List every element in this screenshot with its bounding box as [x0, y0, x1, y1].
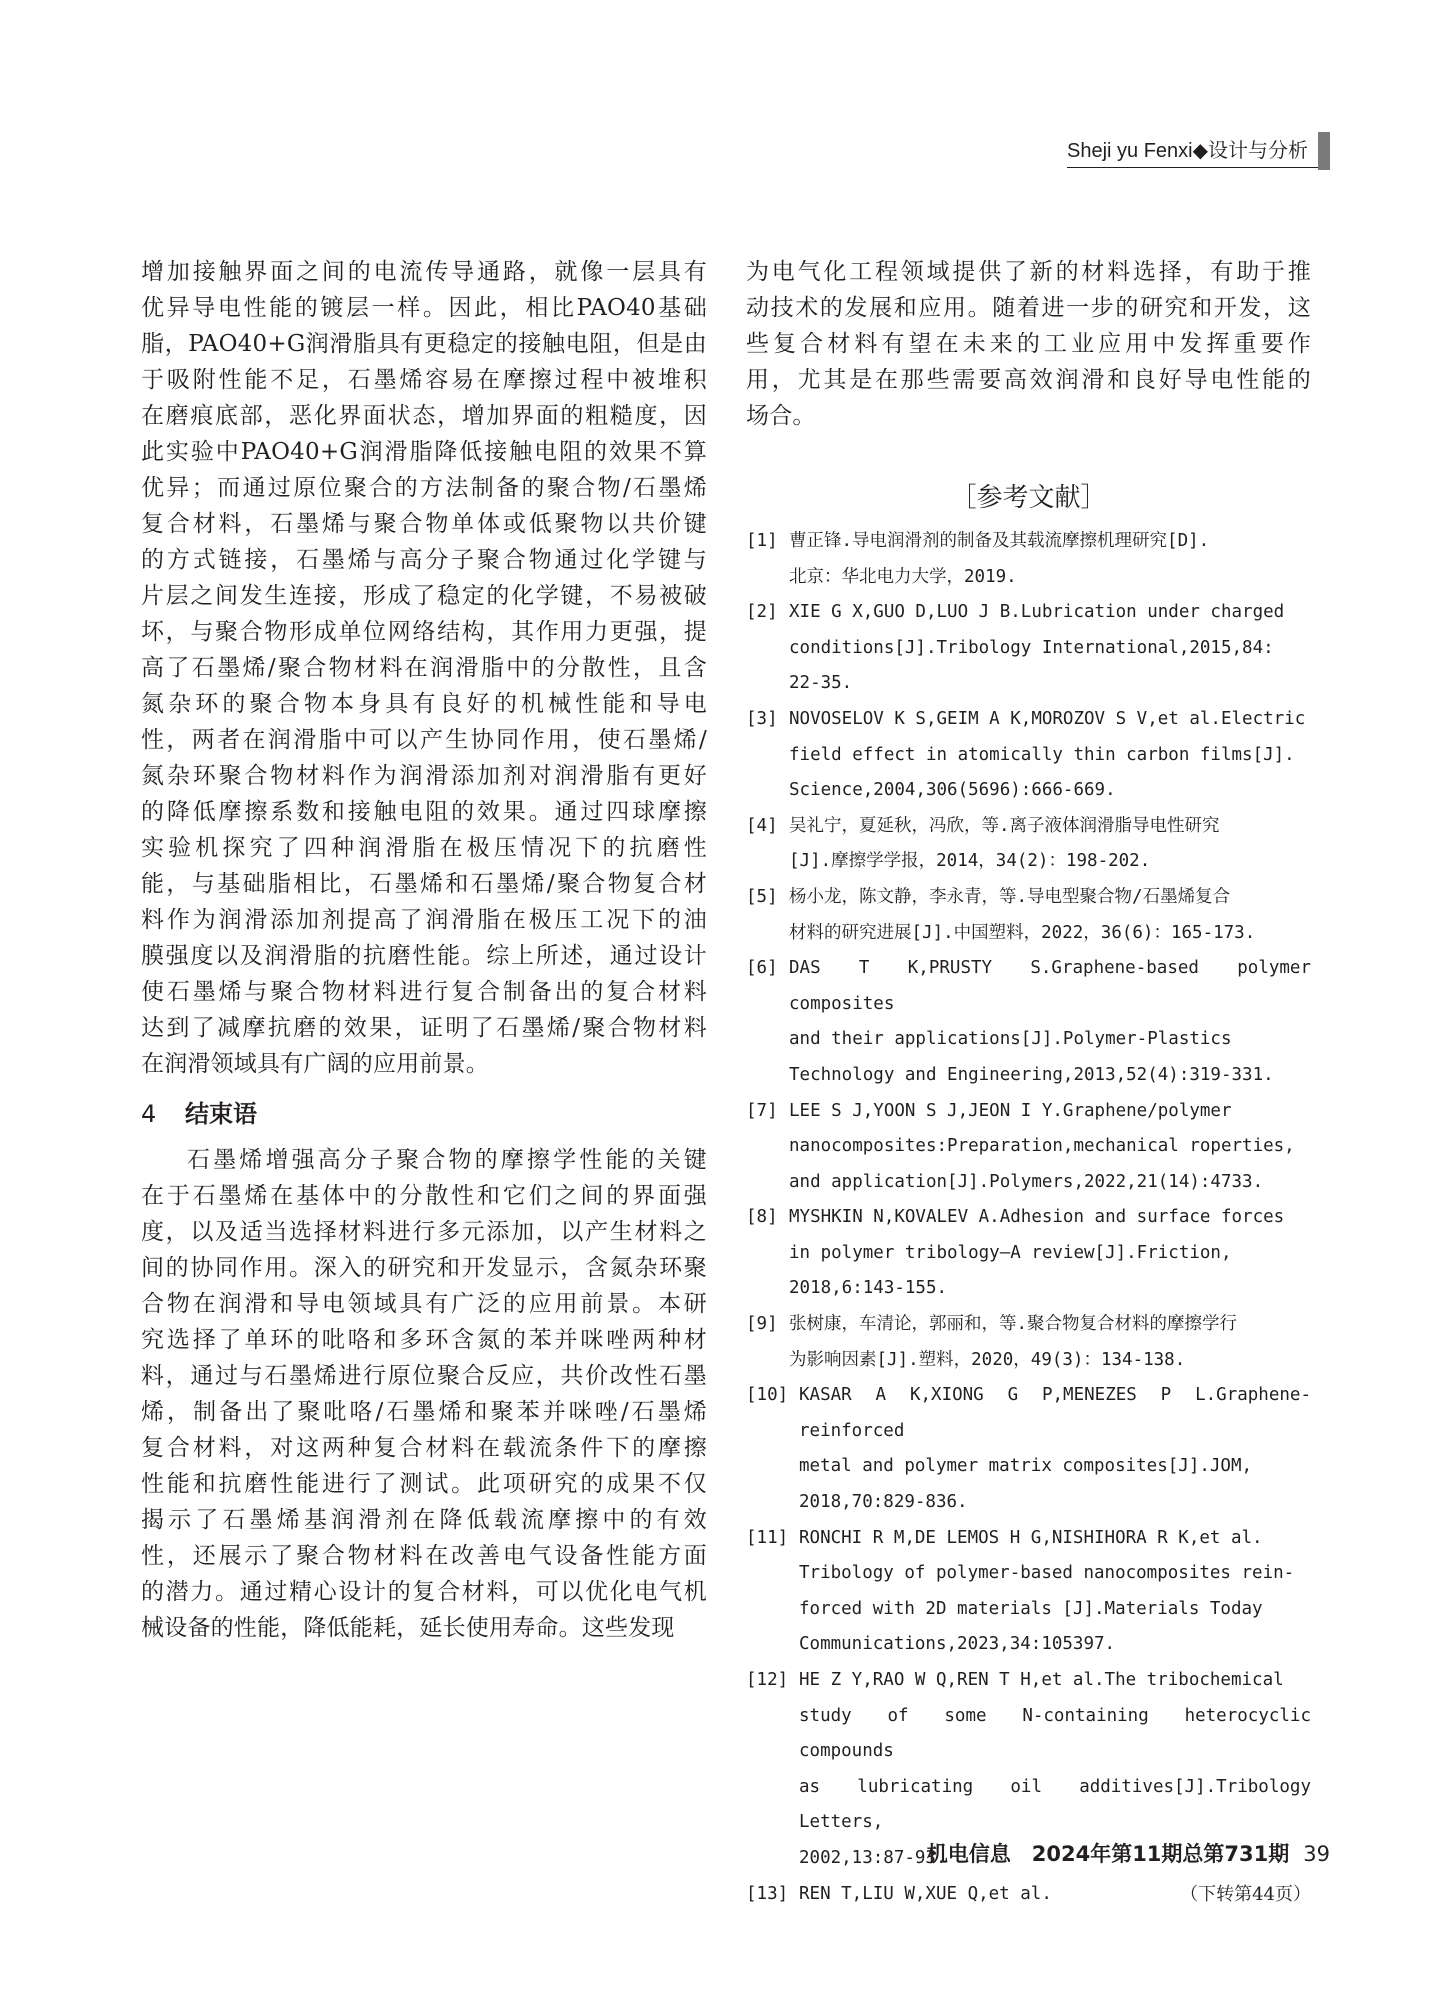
reference-line: 北京：华北电力大学，2019.	[789, 566, 1017, 587]
text-line: 合物在润滑和导电领域具有广泛的应用前景。本研	[141, 1291, 707, 1317]
reference-line: MYSHKIN N,KOVALEV A.Adhesion and surface forces	[789, 1207, 1285, 1228]
text-line: 复合材料，对这两种复合材料在载流条件下的摩擦	[141, 1435, 707, 1461]
text-line: 为电气化工程领域提供了新的材料选择，有助于推	[746, 259, 1311, 285]
reference-item	[746, 595, 1311, 702]
text-line: 在润滑领域具有广阔的应用前景。	[141, 1051, 489, 1077]
continued-note: （下转第44页）	[1180, 1883, 1311, 1905]
reference-line: DAS T K,PRUSTY S.Graphene-based polymer composites	[789, 958, 1311, 1014]
text-line: 实验机探究了四种润滑脂在极压情况下的抗磨性	[141, 835, 707, 861]
reference-item	[746, 1094, 1311, 1201]
reference-line: KASAR A K,XIONG G P,MENEZES P L.Graphene-reinforced	[799, 1385, 1311, 1441]
right-column	[746, 254, 1311, 1912]
reference-item	[746, 1378, 1311, 1520]
reference-line: Technology and Engineering,2013,52(4):319-331.	[789, 1064, 1274, 1085]
text-line: 的方式链接，石墨烯与高分子聚合物通过化学键与	[141, 547, 707, 573]
text-line: 料，通过与石墨烯进行原位聚合反应，共价改性石墨	[141, 1363, 707, 1389]
reference-line: 为影响因素[J].塑料，2020，49(3)：134-138.	[789, 1349, 1186, 1370]
reference-number: [11]	[746, 1527, 789, 1548]
reference-number: [13]	[746, 1883, 789, 1904]
text-line: 场合。	[746, 403, 816, 429]
reference-line: NOVOSELOV K S,GEIM A K,MOROZOV S V,et al.Electric	[789, 708, 1306, 729]
reference-line: Science,2004,306(5696):666-669.	[789, 780, 1116, 801]
text-line: 高了石墨烯/聚合物材料在润滑脂中的分散性，且含	[141, 655, 707, 681]
text-line: 性能和抗磨性能进行了测试。此项研究的成果不仅	[141, 1471, 707, 1497]
reference-line: conditions[J].Tribology International,2015,84:	[789, 637, 1274, 658]
text-line: 能，与基础脂相比，石墨烯和石墨烯/聚合物复合材	[141, 871, 707, 897]
text-line: 脂，PAO40+G润滑脂具有更稳定的接触电阻，但是由	[141, 331, 707, 357]
page-number: 39	[1303, 1842, 1330, 1866]
left-column	[141, 254, 707, 1646]
text-line: 烯，制备出了聚吡咯/石墨烯和聚苯并咪唑/石墨烯	[141, 1399, 707, 1425]
reference-line: HE Z Y,RAO W Q,REN T H,et al.The tribochemical	[799, 1670, 1284, 1690]
text-line: 此实验中PAO40+G润滑脂降低接触电阻的效果不算	[141, 439, 707, 465]
page-footer	[927, 1838, 1330, 1868]
reference-line: 材料的研究进展[J].中国塑料，2022，36(6)：165-173.	[789, 922, 1256, 943]
reference-line: as lubricating oil additives[J].Tribology Letters,	[799, 1776, 1311, 1833]
text-line: 优异导电性能的镀层一样。因此，相比PAO40基础	[141, 295, 707, 321]
text-line: 用，尤其是在那些需要高效润滑和良好导电性能的	[746, 367, 1311, 393]
reference-line: 2018,6:143-155.	[789, 1278, 948, 1299]
reference-line: 杨小龙，陈文静，李永青，等.导电型聚合物/石墨烯复合	[789, 886, 1231, 907]
reference-line: forced with 2D materials [J].Materials Today	[799, 1598, 1263, 1619]
reference-text: REN T,LIU W,XUE Q,et al.	[799, 1883, 1052, 1904]
text-line: 片层之间发生连接，形成了稳定的化学键，不易被破	[141, 583, 707, 609]
text-line: 动技术的发展和应用。随着进一步的研究和开发，这	[746, 295, 1311, 321]
reference-number: [5]	[746, 886, 778, 907]
text-line: 增加接触界面之间的电流传导通路，就像一层具有	[141, 259, 707, 285]
text-line: 揭示了石墨烯基润滑剂在降低载流摩擦中的有效	[141, 1507, 707, 1533]
text-line: 性，两者在润滑脂中可以产生协同作用，使石墨烯/	[141, 727, 707, 753]
reference-line: study of some N-containing heterocyclic compounds	[799, 1705, 1311, 1762]
reference-number: [8]	[746, 1207, 778, 1228]
reference-item	[746, 524, 1311, 595]
reference-number: [9]	[746, 1314, 778, 1335]
text-line: 于吸附性能不足，石墨烯容易在摩擦过程中被堆积	[141, 367, 707, 393]
text-line: 石墨烯增强高分子聚合物的摩擦学性能的关键	[187, 1147, 707, 1173]
text-line: 的潜力。通过精心设计的复合材料，可以优化电气机	[141, 1579, 707, 1605]
text-line: 坏，与聚合物形成单位网络结构，其作用力更强，提	[141, 619, 707, 645]
reference-item	[746, 809, 1311, 880]
reference-item	[746, 1200, 1311, 1307]
reference-line: in polymer tribology—A review[J].Friction,	[789, 1242, 1232, 1263]
text-line: 使石墨烯与聚合物材料进行复合制备出的复合材料	[141, 979, 707, 1005]
running-header	[1067, 131, 1330, 171]
reference-line: Tribology of polymer-based nanocomposites rein-	[799, 1563, 1295, 1584]
body-paragraph	[141, 1142, 707, 1646]
reference-line: 2018,70:829-836.	[799, 1492, 968, 1513]
reference-line: Communications,2023,34:105397.	[799, 1634, 1116, 1655]
journal-info: 机电信息 2024年第11期总第731期	[926, 1842, 1290, 1866]
text-line: 性，还展示了聚合物材料在改善电气设备性能方面	[141, 1543, 707, 1569]
reference-line: 吴礼宁，夏延秋，冯欣，等.离子液体润滑脂导电性研究	[789, 815, 1220, 836]
reference-number: [2]	[746, 602, 778, 623]
reference-item	[746, 1877, 1311, 1913]
reference-number: [3]	[746, 708, 778, 729]
text-line: 优异；而通过原位聚合的方法制备的聚合物/石墨烯	[141, 475, 707, 501]
reference-line: XIE G X,GUO D,LUO J B.Lubrication under charged	[789, 602, 1285, 623]
text-line: 间的协同作用。深入的研究和开发显示，含氮杂环聚	[141, 1255, 707, 1281]
section-number: 4	[141, 1100, 157, 1128]
reference-line: LEE S J,YOON S J,JEON I Y.Graphene/polymer	[789, 1100, 1232, 1121]
text-line: 的降低摩擦系数和接触电阻的效果。通过四球摩擦	[141, 799, 707, 825]
reference-item	[746, 1521, 1311, 1663]
reference-item	[746, 1307, 1311, 1378]
reference-line: RONCHI R M,DE LEMOS H G,NISHIHORA R K,et al.	[799, 1527, 1263, 1548]
reference-line	[799, 1877, 1311, 1913]
body-paragraph	[141, 254, 707, 1082]
text-line: 料作为润滑添加剂提高了润滑脂在极压工况下的油	[141, 907, 707, 933]
running-header-title: Sheji yu Fenxi◆设计与分析	[1067, 135, 1318, 168]
reference-line: 曹正锋.导电润滑剂的制备及其载流摩擦机理研究[D].	[789, 531, 1210, 551]
reference-line: 2002,13:87-93.	[799, 1847, 947, 1868]
text-line: 复合材料，石墨烯与聚合物单体或低聚物以共价键	[141, 511, 707, 537]
header-bar	[1318, 132, 1330, 170]
text-line: 氮杂环聚合物材料作为润滑添加剂对润滑脂有更好	[141, 763, 707, 789]
body-paragraph	[746, 254, 1311, 434]
text-line: 度，以及适当选择材料进行多元添加，以产生材料之	[141, 1219, 707, 1245]
text-line: 氮杂环的聚合物本身具有良好的机械性能和导电	[141, 691, 707, 717]
text-line: 在磨痕底部，恶化界面状态，增加界面的粗糙度，因	[141, 403, 707, 429]
reference-number: [4]	[746, 815, 778, 836]
reference-line: and application[J].Polymers,2022,21(14):4733.	[789, 1171, 1264, 1192]
reference-number: [7]	[746, 1100, 778, 1121]
references-title: ［参考文献］	[950, 483, 1107, 513]
reference-number: [12]	[746, 1670, 789, 1690]
text-line: 膜强度以及润滑脂的抗磨性能。综上所述，通过设计	[141, 943, 707, 969]
text-line: 究选择了单环的吡咯和多环含氮的苯并咪唑两种材	[141, 1327, 707, 1353]
reference-line: nanocomposites:Preparation,mechanical roperties,	[789, 1136, 1295, 1157]
reference-line: and their applications[J].Polymer-Plastics	[789, 1029, 1232, 1050]
reference-item	[746, 880, 1311, 951]
reference-number: [10]	[746, 1385, 789, 1406]
reference-item	[746, 702, 1311, 809]
reference-item	[746, 951, 1311, 1093]
reference-line: field effect in atomically thin carbon films[J].	[789, 744, 1295, 765]
reference-line: [J].摩擦学学报，2014，34(2)：198-202.	[789, 851, 1151, 872]
reference-number: [1]	[746, 531, 778, 551]
reference-line: 22-35.	[789, 673, 853, 694]
reference-line: 张树康，车清论，郭丽和，等.聚合物复合材料的摩擦学行	[789, 1314, 1238, 1335]
reference-number: [6]	[746, 958, 778, 979]
section-heading	[141, 1096, 707, 1132]
text-line: 达到了减摩抗磨的效果，证明了石墨烯/聚合物材料	[141, 1015, 707, 1041]
text-line: 些复合材料有望在未来的工业应用中发挥重要作	[746, 331, 1311, 357]
reference-line: metal and polymer matrix composites[J].JOM,	[799, 1456, 1253, 1477]
section-title: 结束语	[185, 1100, 257, 1128]
reference-list	[746, 524, 1311, 1912]
text-line: 在于石墨烯在基体中的分散性和它们之间的界面强	[141, 1183, 707, 1209]
text-line: 械设备的性能，降低能耗，延长使用寿命。这些发现	[141, 1615, 675, 1641]
